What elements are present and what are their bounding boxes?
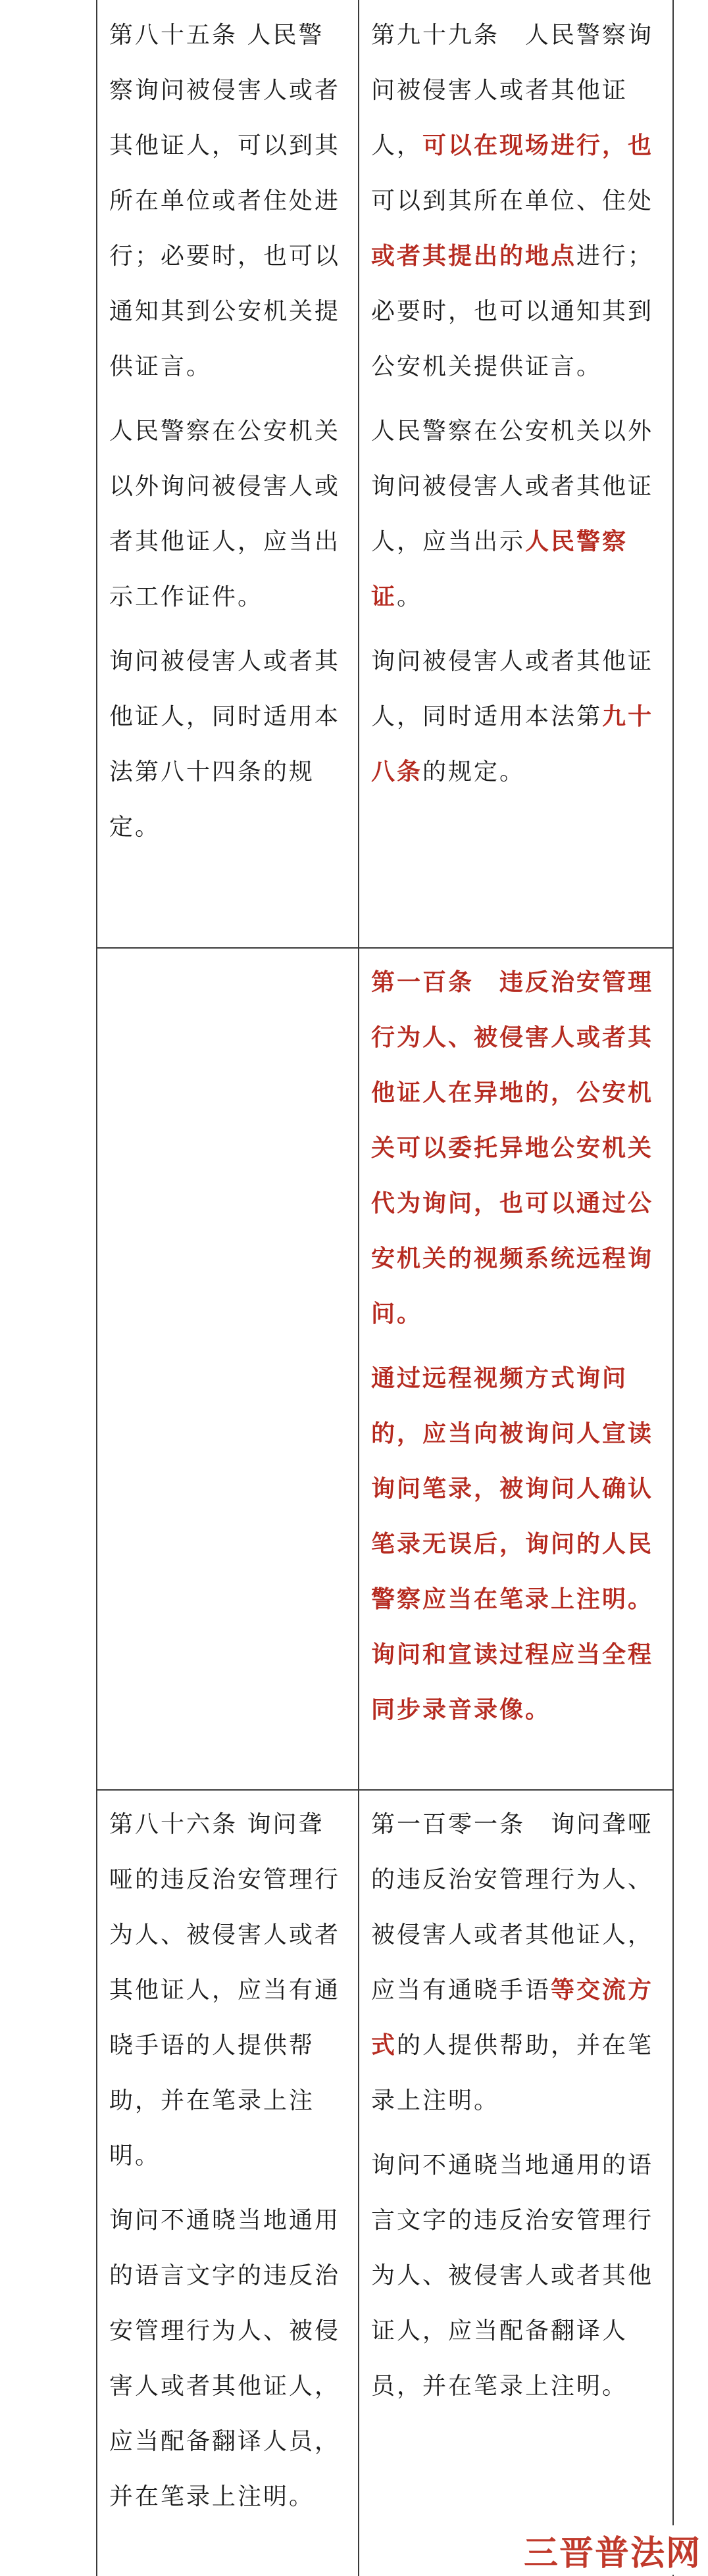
law-text: 第八十六条 询问聋哑的违反治安管理行为人、被侵害人或者其他证人，应当有通晓手语的人提供帮助，并在笔录上注明。 xyxy=(109,1811,341,2169)
law-text: 第九十九条 人民警察询问被侵害人或者其他证人， xyxy=(371,22,654,159)
law-text: 。 xyxy=(397,583,423,610)
amended-text: 九十八条 xyxy=(371,703,654,785)
law-paragraph xyxy=(371,1351,663,1738)
amended-text: 或者其提出的地点 xyxy=(371,243,577,270)
site-watermark: 三晋普法网 xyxy=(521,2525,704,2575)
law-paragraph xyxy=(109,634,349,855)
new-law-cell xyxy=(371,955,663,1747)
law-text: 询问不通晓当地通用的语言文字的违反治安管理行为人、被侵害人或者其他证人，应当配备翻译人员，并在笔录上注明。 xyxy=(109,2207,341,2510)
row-divider xyxy=(96,1789,674,1791)
law-text: 第一百零一条 询问聋哑的违反治安管理行为人、被侵害人或者其他证人，应当有通晓手语 xyxy=(371,1811,654,2004)
law-text: 询问不通晓当地通用的语言文字的违反治安管理行为人、被侵害人或者其他证人，应当配备翻译人员，并在笔录上注明。 xyxy=(371,2152,654,2400)
law-paragraph xyxy=(109,404,349,625)
law-text: 第八十五条 人民警察询问被侵害人或者其他证人，可以到其所在单位或者住处进行；必要时，也可以通知其到公安机关提供证言。 xyxy=(109,22,341,380)
law-paragraph xyxy=(371,2138,663,2414)
amended-text: 第一百条 违反治安管理行为人、被侵害人或者其他证人在异地的，公安机关可以委托异地公安机关代为询问，也可以通过公安机关的视频系统远程询问。 xyxy=(371,969,654,1327)
law-paragraph xyxy=(109,1797,349,2184)
law-paragraph xyxy=(371,1797,663,2129)
table-border-left xyxy=(96,0,97,2576)
table-border-right xyxy=(672,0,674,2576)
amended-text: 等交流方式 xyxy=(371,1977,654,2059)
new-law-cell xyxy=(371,1797,663,2423)
law-text: 询问被侵害人或者其他证人，同时适用本法第八十四条的规定。 xyxy=(109,648,341,841)
table-border-middle xyxy=(358,0,359,2576)
row-divider xyxy=(96,947,674,949)
law-paragraph xyxy=(371,634,663,800)
law-text: 可以到其所在单位、住处 xyxy=(371,187,654,214)
law-text: 人民警察在公安机关以外询问被侵害人或者其他证人，应当出示工作证件。 xyxy=(109,418,341,610)
old-law-cell xyxy=(109,1797,349,2534)
old-law-cell xyxy=(109,8,349,864)
amended-text: 通过远程视频方式询问的，应当向被询问人宣读询问笔录，被询问人确认笔录无误后，询问的人民警察应当在笔录上注明。询问和宣读过程应当全程同步录音录像。 xyxy=(371,1365,654,1723)
law-text: 询问被侵害人或者其他证人，同时适用本法第 xyxy=(371,648,654,730)
law-text: 的人提供帮助，并在笔录上注明。 xyxy=(371,2032,654,2114)
new-law-cell xyxy=(371,8,663,809)
law-text: 的规定。 xyxy=(422,758,526,785)
law-text: 人民警察在公安机关以外询问被侵害人或者其他证人，应当出示 xyxy=(371,418,654,555)
law-text: 进行；必要时，也可以通知其到公安机关提供证言。 xyxy=(371,243,654,380)
law-paragraph xyxy=(371,955,663,1342)
amended-text: 人民警察证 xyxy=(371,528,628,610)
law-paragraph xyxy=(371,404,663,625)
law-paragraph xyxy=(109,8,349,395)
law-paragraph xyxy=(371,8,663,395)
amended-text: 可以在现场进行，也 xyxy=(422,132,654,159)
law-paragraph xyxy=(109,2193,349,2525)
